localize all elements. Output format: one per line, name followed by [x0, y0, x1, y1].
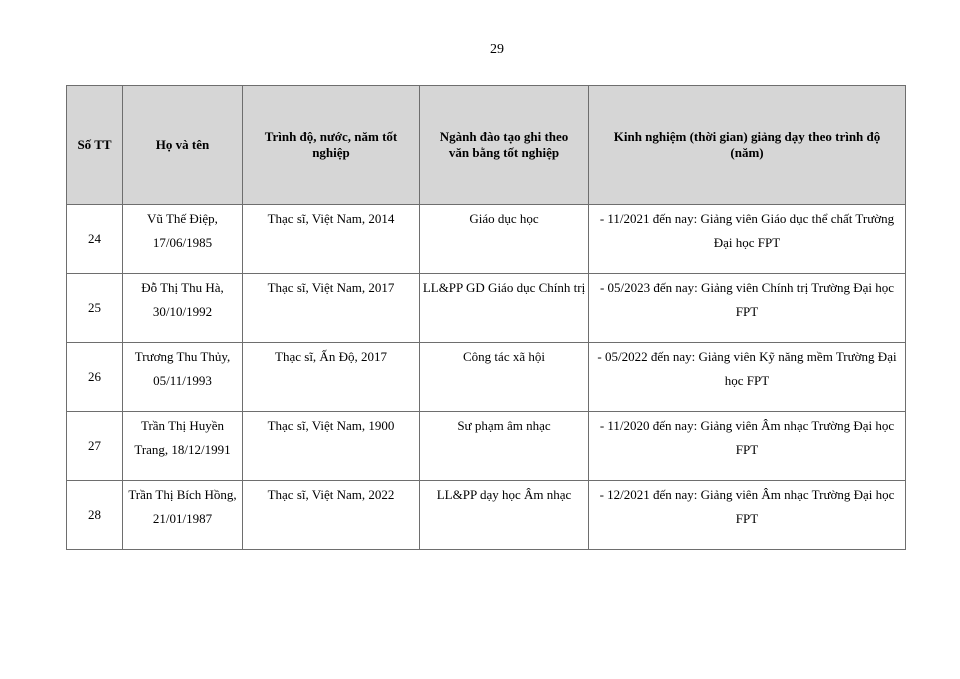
cell-experience: - 12/2021 đến nay: Giảng viên Âm nhạc Trường Đại học FPT — [589, 481, 906, 550]
cell-major: Công tác xã hội — [420, 343, 589, 412]
cell-degree: Thạc sĩ, Việt Nam, 2014 — [243, 205, 420, 274]
cell-experience: - 11/2021 đến nay: Giảng viên Giáo dục thể chất Trường Đại học FPT — [589, 205, 906, 274]
table-row — [67, 481, 906, 550]
cell-major: Sư phạm âm nhạc — [420, 412, 589, 481]
cell-degree: Thạc sĩ, Việt Nam, 2022 — [243, 481, 420, 550]
header-stt: Số TT — [67, 86, 123, 205]
table-row — [67, 343, 906, 412]
cell-major: LL&PP dạy học Âm nhạc — [420, 481, 589, 550]
page-number: 29 — [490, 42, 504, 57]
cell-degree: Thạc sĩ, Việt Nam, 2017 — [243, 274, 420, 343]
header-experience: Kinh nghiệm (thời gian) giảng dạy theo trình độ (năm) — [589, 86, 906, 205]
staff-table — [66, 85, 906, 550]
cell-stt: 28 — [67, 481, 123, 550]
cell-name: Trần Thị Huyền Trang, 18/12/1991 — [123, 412, 243, 481]
cell-stt: 26 — [67, 343, 123, 412]
cell-name: Vũ Thế Điệp, 17/06/1985 — [123, 205, 243, 274]
table-row — [67, 205, 906, 274]
cell-name: Trương Thu Thủy, 05/11/1993 — [123, 343, 243, 412]
header-name: Họ và tên — [123, 86, 243, 205]
table-header-row — [67, 86, 906, 205]
cell-experience: - 05/2022 đến nay: Giảng viên Kỹ năng mềm Trường Đại học FPT — [589, 343, 906, 412]
cell-degree: Thạc sĩ, Việt Nam, 1900 — [243, 412, 420, 481]
cell-name: Đỗ Thị Thu Hà, 30/10/1992 — [123, 274, 243, 343]
cell-experience: - 11/2020 đến nay: Giảng viên Âm nhạc Trường Đại học FPT — [589, 412, 906, 481]
header-major: Ngành đào tạo ghi theo văn bằng tốt nghiệp — [420, 86, 589, 205]
cell-name: Trần Thị Bích Hồng, 21/01/1987 — [123, 481, 243, 550]
table-row — [67, 274, 906, 343]
header-degree: Trình độ, nước, năm tốt nghiệp — [243, 86, 420, 205]
cell-experience: - 05/2023 đến nay: Giảng viên Chính trị Trường Đại học FPT — [589, 274, 906, 343]
cell-major: LL&PP GD Giáo dục Chính trị — [420, 274, 589, 343]
cell-stt: 24 — [67, 205, 123, 274]
table-row — [67, 412, 906, 481]
cell-stt: 25 — [67, 274, 123, 343]
cell-degree: Thạc sĩ, Ấn Độ, 2017 — [243, 343, 420, 412]
cell-stt: 27 — [67, 412, 123, 481]
cell-major: Giáo dục học — [420, 205, 589, 274]
